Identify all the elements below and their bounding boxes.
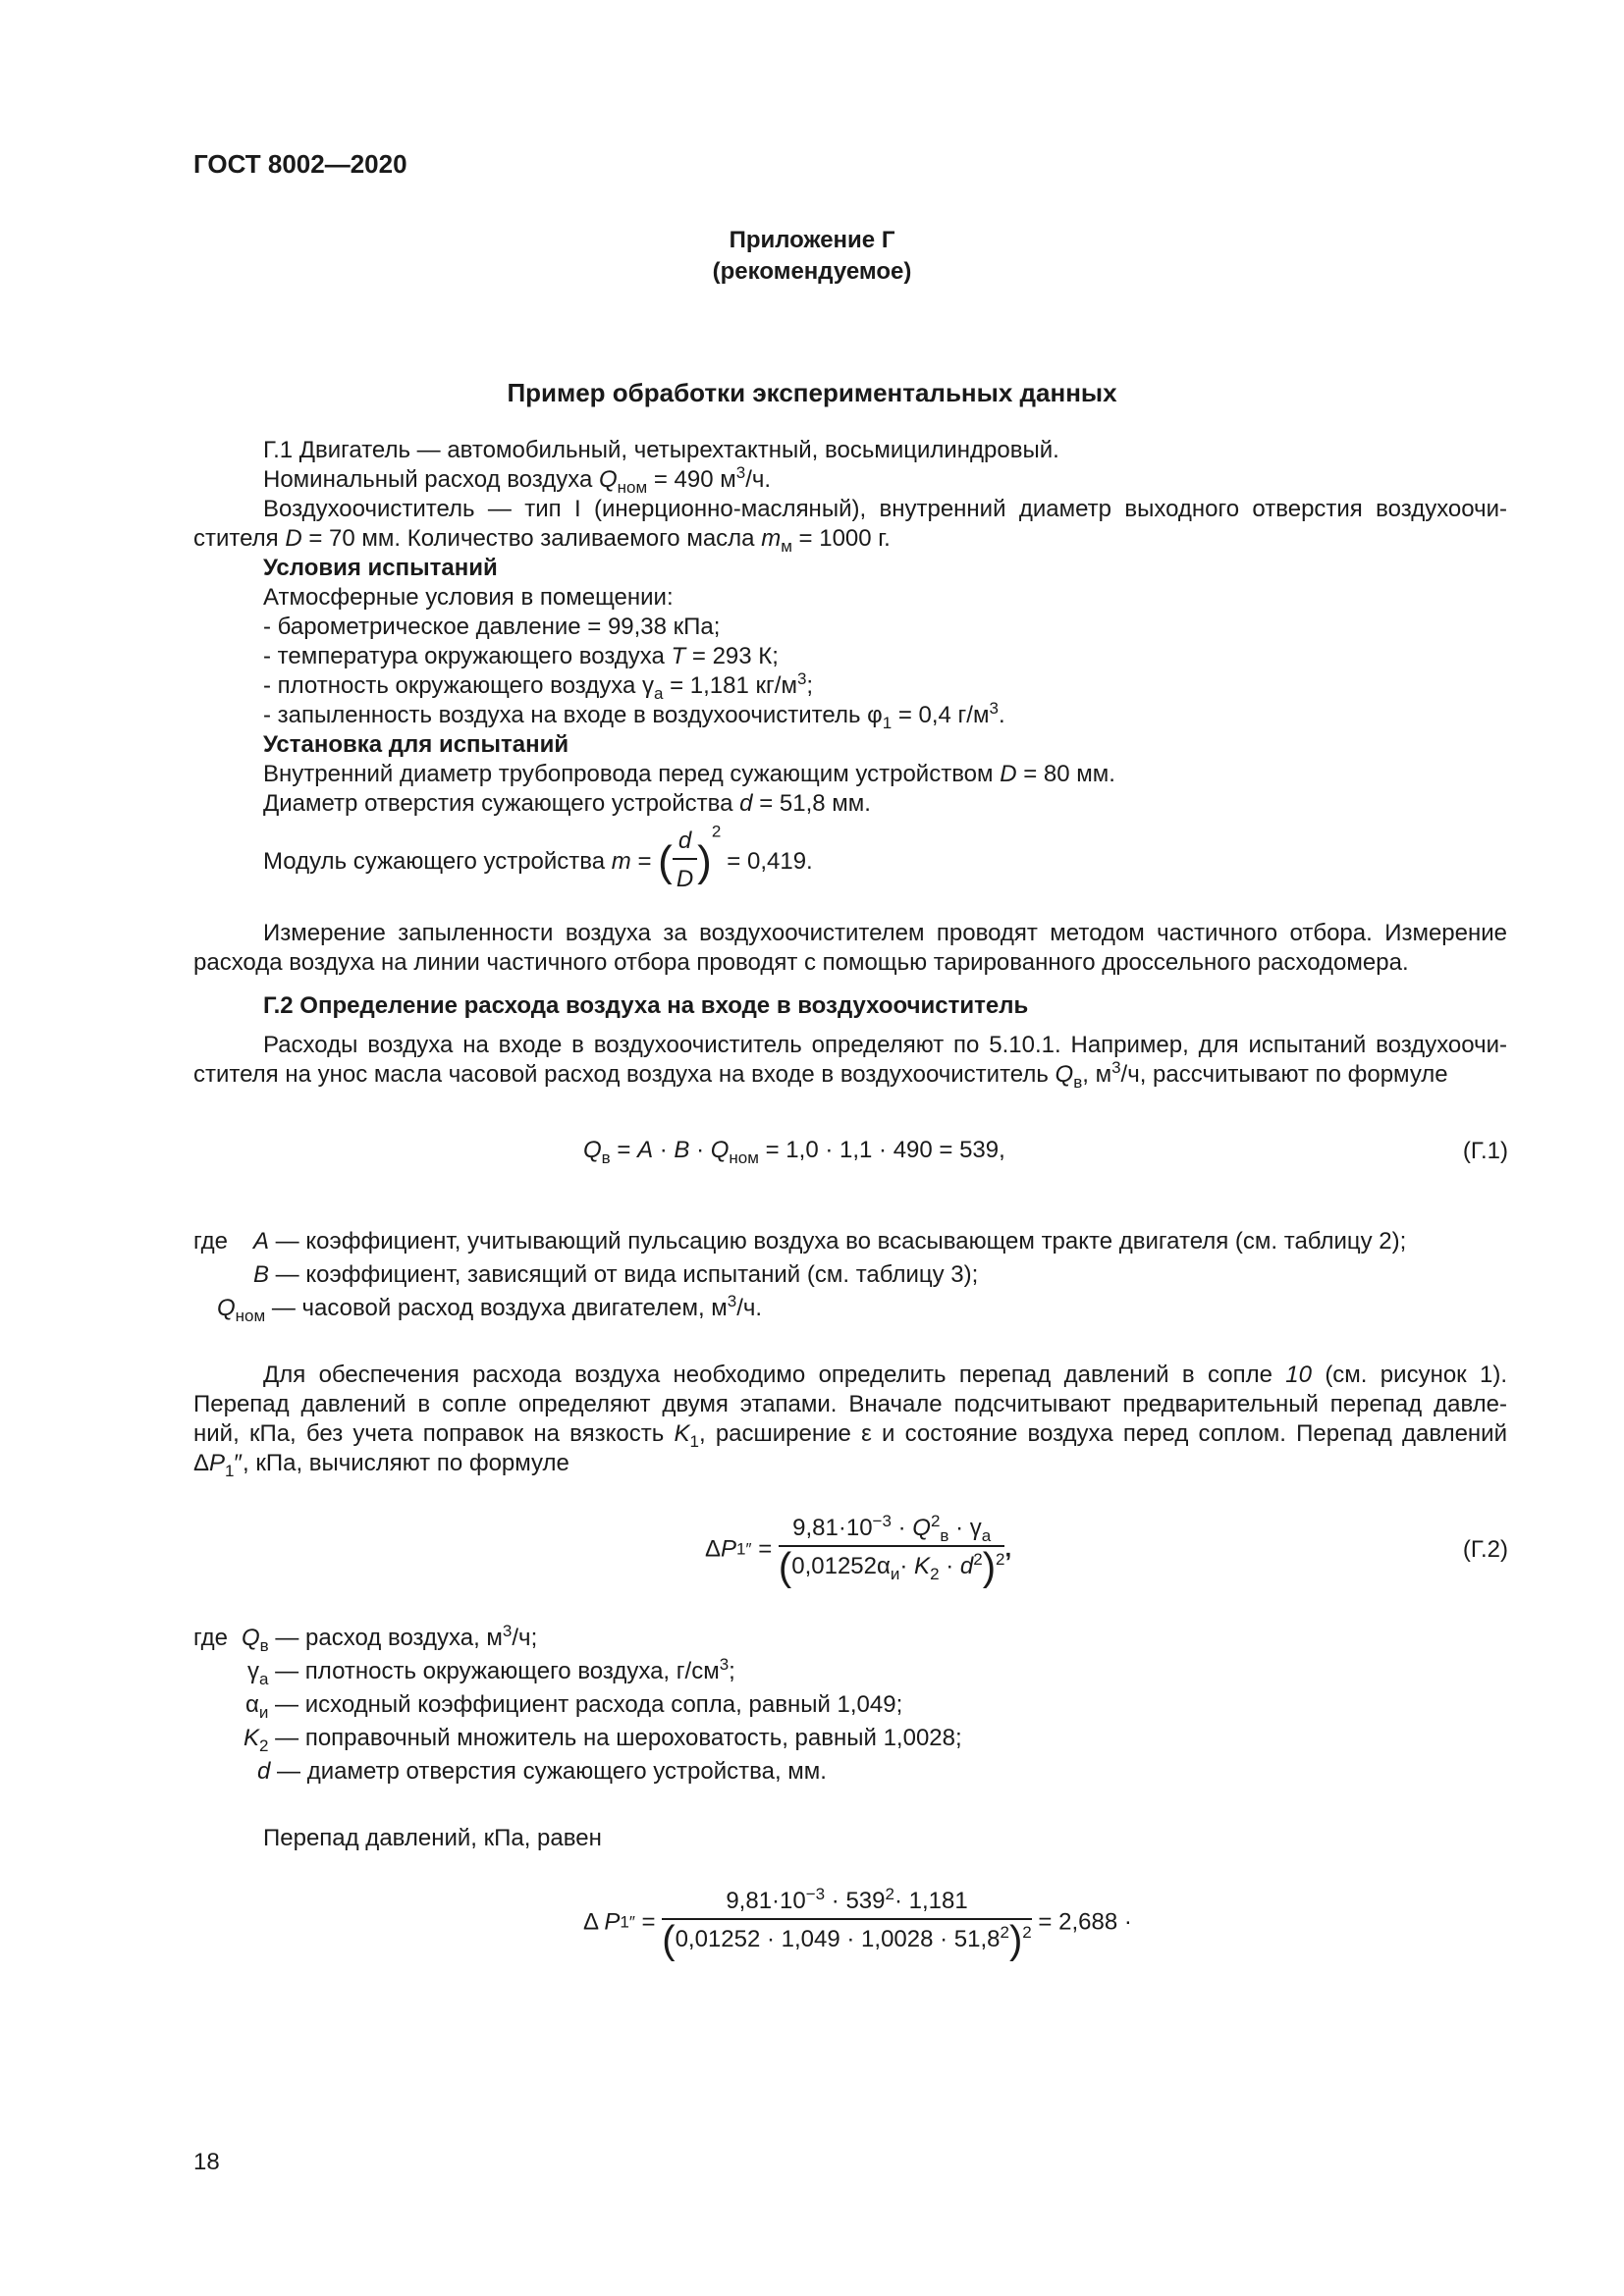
- appendix-title: Приложение Г: [729, 227, 895, 253]
- measure-line-1: Измерение запыленности воздуха за воздухоочистителем проводят методом частичного отбора. Измерение: [263, 920, 1507, 946]
- equation-g2: ΔP1″ = $\frac{9,81\cdot 10^{-3} \cdot Q^2_в \cdot \gamma_а}{(0,01252\alpha_и\cdot K_2 \cdot d^2)^2}$ ,: [705, 1512, 1012, 1589]
- pressure-line-1: Для обеспечения расхода воздуха необходимо определить перепад давлений в сопле 10 (см. рисунок 1).: [263, 1362, 1508, 1388]
- result-intro: Перепад давлений, кПа, равен: [263, 1825, 602, 1851]
- document-header: ГОСТ 8002—2020: [193, 149, 407, 179]
- g2-line-2: стителя на унос масла часовой расход воздуха на входе в воздухоочиститель $Q_в$, $м^3/ч$, рассчитывают по формуле: [193, 1058, 1448, 1092]
- equation-g1-number: (Г.1): [1462, 1138, 1508, 1164]
- g1-diameter-line: стителя D = 70 мм. Количество заливаемого масла $m_м = 1000$ г.: [193, 525, 891, 556]
- def-coefficient-b: B — коэффициент, зависящий от вида испытаний (см. таблицу 3);: [253, 1261, 979, 1288]
- conditions-intro: Атмосферные условия в помещении:: [263, 584, 674, 611]
- g1-engine-line: Г.1 Двигатель — автомобильный, четырехтактный, восьмицилиндровый.: [263, 437, 1059, 463]
- setup-pipe-diameter: Внутренний диаметр трубопровода перед сужающим устройством D = 80 мм.: [263, 761, 1115, 787]
- def-coefficient-a: A — коэффициент, учитывающий пульсацию воздуха во всасывающем тракте двигателя (см. таблицу 2);: [253, 1228, 1407, 1255]
- def-air-flow: $Q_в$ — расход воздуха, $м^3/ч$;: [242, 1622, 538, 1655]
- g2-line-1: Расходы воздуха на входе в воздухоочиститель определяют по 5.10.1. Например, для испытаний воздухоочи-: [263, 1032, 1507, 1058]
- page-number: 18: [193, 2149, 220, 2175]
- conditions-heading: Условия испытаний: [263, 555, 498, 581]
- setup-heading: Установка для испытаний: [263, 731, 569, 758]
- pressure-line-3: ний, кПа, без учета поправок на вязкость $K_1$, расширение ε и состояние воздуха перед соплом. Перепад давлений: [193, 1420, 1507, 1451]
- section-title: Пример обработки экспериментальных данных: [507, 378, 1117, 407]
- pressure-line-4: $\Delta P_1''$, кПа, вычисляют по формуле: [193, 1450, 569, 1480]
- def-air-density: $\gamma_а$ — плотность окружающего воздуха, $г/см^3$;: [247, 1655, 735, 1688]
- condition-density: - плотность окружающего воздуха $\gamma_а = 1,181$ $кг/м^3$;: [263, 669, 814, 703]
- condition-pressure: - барометрическое давление = 99,38 кПа;: [263, 614, 721, 640]
- pressure-line-2: Перепад давлений в сопле определяют двумя этапами. Вначале подсчитывают предварительный перепад давле-: [193, 1391, 1507, 1417]
- setup-orifice-diameter: Диаметр отверстия сужающего устройства d = 51,8 мм.: [263, 790, 871, 817]
- condition-temperature: - температура окружающего воздуха T = 293 К;: [263, 643, 779, 669]
- modulus-formula: Модуль сужающего устройства m = ( $\frac{d}{D}$ )$^2$= 0,419.: [263, 822, 813, 892]
- condition-dust: - запыленность воздуха на входе в воздухоочиститель $\varphi_1 = 0,4$ $г/м^3$.: [263, 699, 1005, 732]
- equation-g2-number: (Г.2): [1462, 1536, 1508, 1563]
- g1-air-cleaner-line: Воздухоочиститель — тип I (инерционно-масляный), внутренний диаметр выходного отверстия воздухоочи-: [263, 496, 1507, 522]
- def-rated-flow: $Q_{ном}$ — часовой расход воздуха двигателем, $м^3/ч$.: [217, 1292, 763, 1325]
- measure-line-2: расхода воздуха на линии частичного отбора проводят с помощью тарированного дроссельного расходомера.: [193, 949, 1409, 976]
- appendix-subtitle: (рекомендуемое): [712, 258, 912, 285]
- where-label: где: [193, 1228, 229, 1255]
- g2-heading: Г.2 Определение расхода воздуха на входе в воздухоочиститель: [263, 992, 1029, 1019]
- equation-g1: $Q_в = A \cdot B \cdot Q_{ном} = 1,0 \cdot 1,1 \cdot 490 = 539$,: [583, 1137, 1005, 1167]
- equation-result: Δ P1″ = $\frac{9,81\cdot 10^{-3} \cdot 539^2\cdot 1,181}{(0,01252 \cdot 1,049 \cdot 1,0028 \cdot 51,8^2)^2}$ = 2,688 ·: [583, 1885, 1132, 1962]
- def-orifice-diameter: d — диаметр отверстия сужающего устройства, мм.: [257, 1758, 827, 1785]
- def-flow-coefficient: $\alpha_и$ — исходный коэффициент расхода сопла, равный 1,049;: [245, 1691, 903, 1722]
- where-label-2: где: [193, 1625, 229, 1651]
- def-roughness-factor: $K_2$ — поправочный множитель на шероховатость, равный 1,0028;: [244, 1725, 962, 1755]
- g1-rated-flow-line: Номинальный расход воздуха $Q_{ном} = 490$ $м^3/ч$.: [263, 463, 772, 497]
